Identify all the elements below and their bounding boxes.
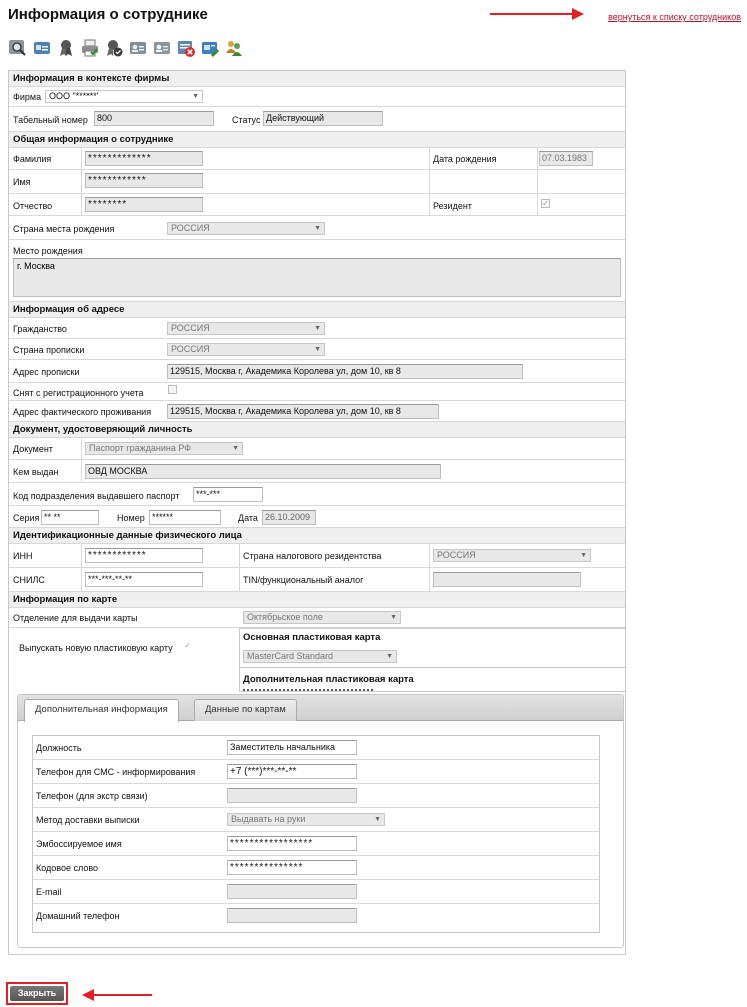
birthplace-row xyxy=(9,240,625,302)
tab-number-label: Табельный номер xyxy=(13,115,88,125)
embossed-name-field[interactable]: ***************** xyxy=(227,836,357,851)
branch-row xyxy=(9,608,625,628)
dept-code-label: Код подразделения выдавшего паспорт xyxy=(13,491,180,501)
codeword-field[interactable]: *************** xyxy=(227,860,357,875)
section-identity-header: Документ, удостоверяющий личность xyxy=(9,422,625,438)
tab-card-data[interactable]: Данные по картам xyxy=(194,699,297,721)
snils-row xyxy=(9,568,625,592)
citizenship-select[interactable]: РОССИЯ ▼ xyxy=(167,322,325,335)
actual-address-row xyxy=(9,401,625,422)
lastname-row xyxy=(9,148,625,170)
id-card-icon[interactable] xyxy=(128,38,148,58)
inn-row xyxy=(9,544,625,568)
search-icon[interactable] xyxy=(8,38,28,58)
delivery-method-select[interactable]: Выдавать на руки ▼ xyxy=(227,813,385,826)
main-card-title: Основная пластиковая карта xyxy=(243,632,381,643)
tax-country-select[interactable]: РОССИЯ ▼ xyxy=(433,549,591,562)
issue-new-card-label: Выпускать новую пластиковую карту xyxy=(19,643,173,653)
issued-by-label: Кем выдан xyxy=(13,467,59,477)
delivery-method-label: Метод доставки выписки xyxy=(36,815,140,825)
lastname-label: Фамилия xyxy=(13,154,52,164)
position-field[interactable]: Заместитель начальника xyxy=(227,740,357,755)
firm-row xyxy=(9,87,625,107)
page-title: Информация о сотруднике xyxy=(8,6,208,23)
series-label: Серия xyxy=(13,513,40,523)
dept-code-field[interactable]: ***-*** xyxy=(193,487,263,502)
emergency-phone-label: Телефон (для экстр связи) xyxy=(36,791,148,801)
deregistered-row xyxy=(9,383,625,401)
card-edit-icon[interactable] xyxy=(200,38,220,58)
resident-label: Резидент xyxy=(433,201,472,211)
position-label: Должность xyxy=(36,743,82,753)
back-to-list-link[interactable]: вернуться к списку сотрудников xyxy=(608,12,741,22)
reg-country-label: Страна прописки xyxy=(13,345,85,355)
embossed-name-label: Эмбоссируемое имя xyxy=(36,839,122,849)
ribbon-icon[interactable] xyxy=(56,38,76,58)
resident-checkbox[interactable]: ✓ xyxy=(542,199,549,208)
home-phone-label: Домашний телефон xyxy=(36,911,120,921)
email-field[interactable] xyxy=(227,884,357,899)
tab-number-field[interactable]: 800 xyxy=(94,111,214,126)
card-type-row xyxy=(9,628,625,692)
birth-country-row xyxy=(9,216,625,240)
middlename-label: Отчество xyxy=(13,201,53,211)
tin-label: TIN/функциональный аналог xyxy=(243,575,364,585)
tabs-area xyxy=(9,692,625,954)
deregistered-checkbox[interactable] xyxy=(168,385,177,394)
extra-card-title: Дополнительная пластиковая карта xyxy=(243,674,414,685)
email-row xyxy=(33,880,599,904)
reg-country-row xyxy=(9,339,625,360)
birthplace-textarea[interactable] xyxy=(13,258,621,297)
citizenship-label: Гражданство xyxy=(13,324,67,334)
inn-label: ИНН xyxy=(13,551,33,561)
users-icon[interactable] xyxy=(224,38,244,58)
section-card-header: Информация по карте xyxy=(9,592,625,608)
dept-code-row xyxy=(9,483,625,506)
status-label: Статус xyxy=(232,115,261,125)
main-card-select[interactable]: MasterCard Standard ▼ xyxy=(243,650,397,663)
series-field[interactable]: ** ** xyxy=(41,510,99,525)
document-select[interactable]: Паспорт гражданина РФ ▼ xyxy=(85,442,243,455)
actual-address-field[interactable]: 129515, Москва г, Академика Королева ул, дом 10, кв 8 xyxy=(167,404,439,419)
codeword-row xyxy=(33,856,599,880)
birthdate-field[interactable]: 07.03.1983 xyxy=(539,151,593,166)
tab-bar xyxy=(18,695,623,721)
snils-label: СНИЛС xyxy=(13,575,45,585)
section-tax-header: Идентификационные данные физического лица xyxy=(9,528,625,544)
employee-form xyxy=(8,70,626,955)
sms-phone-row xyxy=(33,760,599,784)
issue-new-card-checkbox[interactable]: ✓ xyxy=(184,641,191,650)
reg-address-field[interactable]: 129515, Москва г, Академика Королева ул, дом 10, кв 8 xyxy=(167,364,523,379)
tin-field[interactable] xyxy=(433,572,581,587)
issued-by-field[interactable]: ОВД МОСКВА xyxy=(85,464,441,479)
additional-info-table xyxy=(32,735,600,933)
date-label: Дата xyxy=(238,513,258,523)
middlename-field[interactable]: ******** xyxy=(85,197,203,212)
number-label: Номер xyxy=(117,513,145,523)
pointer-arrow-icon xyxy=(490,13,582,15)
firstname-label: Имя xyxy=(13,177,31,187)
snils-field[interactable]: ***-***-**-** xyxy=(85,572,203,587)
tax-country-label: Страна налогового резидентства xyxy=(243,551,382,561)
document-label: Документ xyxy=(13,444,53,454)
deregistered-label: Снят с регистрационного учета xyxy=(13,388,144,398)
embossed-name-row xyxy=(33,832,599,856)
ribbon-check-icon[interactable] xyxy=(104,38,124,58)
home-phone-field[interactable] xyxy=(227,908,357,923)
reg-address-label: Адрес прописки xyxy=(13,367,80,377)
inn-field[interactable]: ************ xyxy=(85,548,203,563)
series-row xyxy=(9,506,625,528)
close-button-frame xyxy=(6,982,68,1005)
print-icon[interactable] xyxy=(80,38,100,58)
id-card-user-icon[interactable] xyxy=(152,38,172,58)
section-general-header: Общая информация о сотруднике xyxy=(9,132,625,148)
date-field[interactable]: 26.10.2009 xyxy=(262,510,316,525)
birthplace-label: Место рождения xyxy=(13,246,83,256)
emergency-phone-row xyxy=(33,784,599,808)
branch-label: Отделение для выдачи карты xyxy=(13,613,138,623)
position-row xyxy=(33,736,599,760)
reg-country-select[interactable]: РОССИЯ ▼ xyxy=(167,343,325,356)
pointer-arrow-icon xyxy=(84,994,152,996)
status-field[interactable]: Действующий xyxy=(263,111,383,126)
card-types-panel xyxy=(239,628,626,692)
branch-select[interactable]: Октябрьское поле ▼ xyxy=(243,611,401,624)
number-field[interactable]: ****** xyxy=(149,510,221,525)
card-icon[interactable] xyxy=(32,38,52,58)
firm-label: Фирма xyxy=(13,92,42,102)
emergency-phone-field[interactable] xyxy=(227,788,357,803)
codeword-label: Кодовое слово xyxy=(36,863,99,873)
sms-phone-field[interactable]: +7 (***)***-**-** xyxy=(227,764,357,779)
tab-additional-info[interactable]: Дополнительная информация xyxy=(24,699,179,722)
section-address-header: Информация об адресе xyxy=(9,302,625,318)
tab-panel xyxy=(17,694,624,948)
delivery-method-row xyxy=(33,808,599,832)
delete-icon[interactable] xyxy=(176,38,196,58)
toolbar xyxy=(8,38,244,58)
birth-country-select[interactable]: РОССИЯ ▼ xyxy=(167,222,325,235)
tab-number-row xyxy=(9,107,625,132)
sms-phone-label: Телефон для СМС - информирования xyxy=(36,767,196,777)
issued-by-row xyxy=(9,460,625,483)
home-phone-row xyxy=(33,904,599,928)
middlename-row xyxy=(9,194,625,216)
document-row xyxy=(9,438,625,460)
firstname-field[interactable]: ************ xyxy=(85,173,203,188)
birth-country-label: Страна места рождения xyxy=(13,224,115,234)
lastname-field[interactable]: ************* xyxy=(85,151,203,166)
reg-address-row xyxy=(9,360,625,383)
section-company-header: Информация в контексте фирмы xyxy=(9,71,625,87)
email-label: E-mail xyxy=(36,887,62,897)
firstname-row xyxy=(9,170,625,194)
citizenship-row xyxy=(9,318,625,339)
actual-address-label: Адрес фактического проживания xyxy=(13,407,152,417)
firm-select[interactable]: ООО "******' ▼ xyxy=(45,90,203,103)
close-button[interactable]: Закрыть xyxy=(10,986,64,1001)
birthdate-label: Дата рождения xyxy=(433,154,497,164)
